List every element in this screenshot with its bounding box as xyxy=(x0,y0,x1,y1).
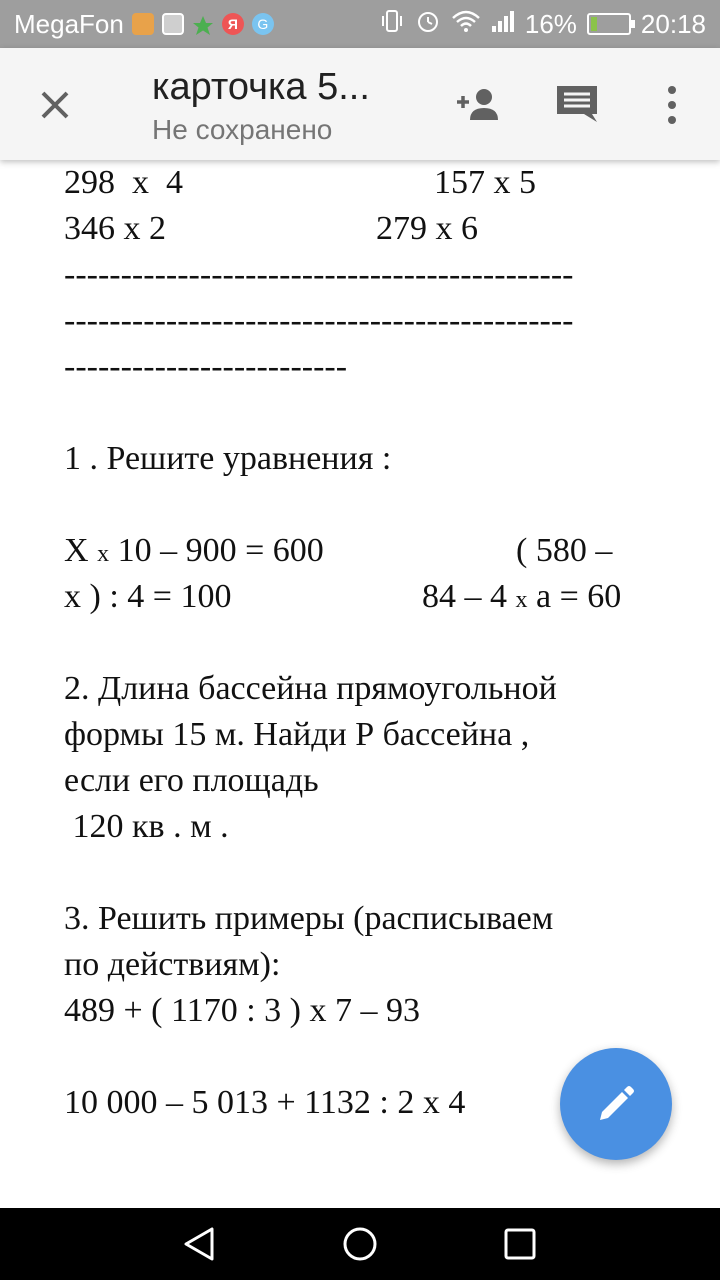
task2-line: если его площадь xyxy=(64,762,319,799)
yandex-notification-icon: Я xyxy=(222,13,244,35)
task3-example-1: 489 + ( 1170 : 3 ) x 7 – 93 xyxy=(64,992,421,1029)
task3-line: по действиям): xyxy=(64,946,281,983)
star-notification-icon xyxy=(192,13,214,35)
close-icon[interactable] xyxy=(32,82,78,128)
document-body[interactable] xyxy=(64,160,664,1208)
equation-1: X x 10 – 900 = 600 xyxy=(64,532,324,569)
battery-level-fill xyxy=(591,17,597,31)
battery-icon xyxy=(587,13,631,35)
alarm-icon xyxy=(415,8,441,41)
battery-percent: 16% xyxy=(524,8,577,39)
recents-square-icon[interactable] xyxy=(502,1226,538,1262)
edit-pencil-icon xyxy=(594,1082,638,1126)
comment-icon[interactable] xyxy=(552,80,602,130)
exercise-279x6: 279 x 6 xyxy=(376,210,478,247)
task2-line: формы 15 м. Найди Р бассейна , xyxy=(64,716,530,753)
save-status: Не сохранено xyxy=(152,114,333,145)
exercise-157x5: 157 x 5 xyxy=(434,164,536,201)
wifi-icon xyxy=(451,9,481,40)
equation-3: 84 – 4 x a = 60 xyxy=(422,578,622,615)
add-person-icon[interactable] xyxy=(454,80,504,130)
status-bar xyxy=(0,0,720,48)
home-circle-icon[interactable] xyxy=(342,1226,378,1262)
exercise-346x2: 346 x 2 xyxy=(64,210,166,247)
dash-separator: --------------------------------------------- xyxy=(64,256,574,293)
system-nav-bar xyxy=(0,1208,720,1280)
task1-heading: 1 . Решите уравнения : xyxy=(64,440,392,477)
exercise-298x4: 298 x 4 xyxy=(64,164,183,201)
notification-app-icon xyxy=(132,13,154,35)
task3-example-2: 10 000 – 5 013 + 1132 : 2 x 4 xyxy=(64,1084,466,1121)
gallery-notification-icon xyxy=(162,13,184,35)
task2-line: 2. Длина бассейна прямоугольной xyxy=(64,670,557,707)
dash-separator: --------------------------------------------- xyxy=(64,302,574,339)
equation-2-end: x ) : 4 = 100 xyxy=(64,578,232,615)
task3-line: 3. Решить примеры (расписываем xyxy=(64,900,554,937)
equation-2-start: ( 580 – xyxy=(516,532,613,569)
clock: 20:18 xyxy=(640,8,706,39)
vibrate-icon xyxy=(379,8,405,41)
document-title: карточка 5... xyxy=(152,66,370,108)
g-notification-icon: G xyxy=(252,13,274,35)
carrier-name: MegaFon xyxy=(14,8,124,39)
back-triangle-icon[interactable] xyxy=(182,1226,218,1262)
edit-fab-button[interactable] xyxy=(560,1048,672,1160)
dash-separator: ------------------------- xyxy=(64,348,348,385)
app-bar xyxy=(0,48,720,160)
task2-line: 120 кв . м . xyxy=(64,808,229,845)
signal-icon xyxy=(491,9,515,40)
more-vert-icon[interactable] xyxy=(652,80,702,130)
